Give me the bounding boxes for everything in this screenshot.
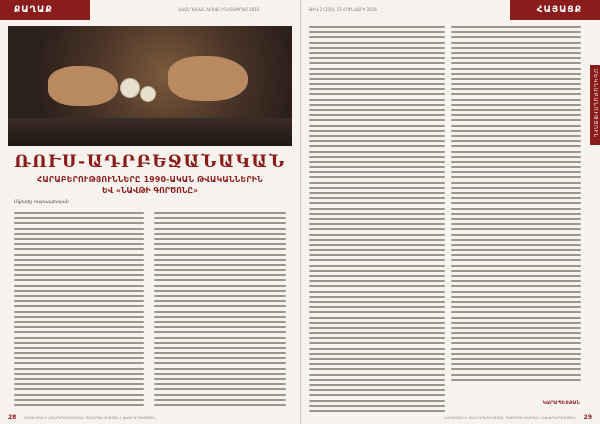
text-line bbox=[451, 93, 581, 95]
text-line bbox=[451, 223, 581, 225]
text-line bbox=[309, 296, 445, 298]
text-line bbox=[309, 348, 445, 350]
text-line bbox=[451, 31, 581, 33]
photo-ball bbox=[140, 86, 156, 102]
text-line bbox=[451, 374, 581, 376]
text-line bbox=[451, 130, 581, 132]
text-line bbox=[309, 239, 445, 241]
text-line bbox=[309, 52, 445, 54]
text-line bbox=[309, 327, 445, 329]
text-line bbox=[309, 405, 445, 407]
text-line bbox=[154, 311, 286, 313]
text-line bbox=[309, 322, 445, 324]
text-line bbox=[451, 208, 581, 210]
text-line bbox=[309, 270, 445, 272]
text-line bbox=[154, 233, 286, 235]
text-line bbox=[309, 125, 445, 127]
text-line bbox=[14, 285, 144, 287]
text-line bbox=[451, 337, 581, 339]
text-line bbox=[309, 400, 445, 402]
text-line bbox=[154, 399, 286, 401]
text-line bbox=[14, 233, 144, 235]
text-line bbox=[309, 192, 445, 194]
text-line bbox=[451, 280, 581, 282]
text-line bbox=[309, 358, 445, 360]
text-line bbox=[309, 156, 445, 158]
text-line bbox=[14, 394, 144, 396]
text-line bbox=[451, 239, 581, 241]
text-line bbox=[451, 135, 581, 137]
text-line bbox=[309, 280, 445, 282]
text-line bbox=[309, 83, 445, 85]
text-line bbox=[451, 348, 581, 350]
text-line bbox=[14, 269, 144, 271]
text-line bbox=[451, 311, 581, 313]
text-line bbox=[309, 384, 445, 386]
text-line bbox=[309, 234, 445, 236]
text-line bbox=[309, 93, 445, 95]
text-line bbox=[154, 347, 286, 349]
text-line bbox=[309, 410, 445, 412]
text-line bbox=[451, 62, 581, 64]
article-photo bbox=[8, 26, 292, 146]
photo-table bbox=[8, 118, 292, 146]
page-number-right: 29 bbox=[583, 414, 592, 421]
text-line bbox=[309, 394, 445, 396]
text-line bbox=[154, 404, 286, 406]
text-line bbox=[451, 218, 581, 220]
text-line bbox=[14, 217, 144, 219]
text-line bbox=[309, 68, 445, 70]
text-line bbox=[451, 291, 581, 293]
text-line bbox=[154, 248, 286, 250]
text-line bbox=[154, 217, 286, 219]
text-line bbox=[309, 213, 445, 215]
text-line bbox=[309, 26, 445, 28]
text-line bbox=[451, 254, 581, 256]
text-line bbox=[309, 99, 445, 101]
text-line bbox=[451, 104, 581, 106]
text-line bbox=[451, 270, 581, 272]
text-line bbox=[14, 295, 144, 297]
text-column-1 bbox=[14, 212, 144, 409]
photo-ball bbox=[120, 78, 140, 98]
text-line bbox=[14, 368, 144, 370]
text-line bbox=[451, 202, 581, 204]
text-line bbox=[451, 99, 581, 101]
text-line bbox=[451, 36, 581, 38]
text-line bbox=[451, 151, 581, 153]
text-column-4 bbox=[451, 26, 581, 384]
text-line bbox=[154, 316, 286, 318]
text-line bbox=[154, 290, 286, 292]
text-line bbox=[451, 192, 581, 194]
text-line bbox=[154, 383, 286, 385]
text-line bbox=[14, 248, 144, 250]
text-line bbox=[451, 259, 581, 261]
side-tab-label: ՄԵԿՆԱԲԱՆՈՒԹՅՈՒՆ bbox=[592, 69, 598, 139]
text-line bbox=[309, 114, 445, 116]
text-line bbox=[14, 254, 144, 256]
text-line bbox=[154, 228, 286, 230]
text-line bbox=[309, 88, 445, 90]
article-subhead-1: ՀԱՐԱԲԵՐՈՒԹՅՈՒՆՆԵՐԸ 1990-ԱԿԱՆ ԹՎԱԿԱՆՆԵՐԻՆ bbox=[37, 175, 263, 184]
text-line bbox=[309, 317, 445, 319]
text-line bbox=[14, 243, 144, 245]
text-line bbox=[14, 222, 144, 224]
text-line bbox=[309, 151, 445, 153]
text-line bbox=[451, 363, 581, 365]
text-line bbox=[154, 352, 286, 354]
right-page bbox=[300, 0, 600, 424]
text-line bbox=[451, 322, 581, 324]
side-tab bbox=[590, 65, 600, 145]
text-line bbox=[14, 362, 144, 364]
section-tab-left bbox=[0, 0, 90, 20]
text-line bbox=[309, 171, 445, 173]
text-line bbox=[154, 321, 286, 323]
text-line bbox=[451, 285, 581, 287]
text-line bbox=[14, 264, 144, 266]
text-line bbox=[14, 274, 144, 276]
section-tab-right bbox=[510, 0, 600, 20]
text-line bbox=[154, 362, 286, 364]
text-line bbox=[309, 291, 445, 293]
text-line bbox=[309, 42, 445, 44]
text-line bbox=[451, 73, 581, 75]
text-line bbox=[154, 285, 286, 287]
text-line bbox=[309, 176, 445, 178]
text-line bbox=[154, 279, 286, 281]
text-line bbox=[14, 337, 144, 339]
issue-line-left: ԱՎԱՆԴԱԿԱՆ ԽՈՍՔ, ԻՆՍՏԱԳՐԱՄ 2016 bbox=[178, 7, 260, 12]
text-line bbox=[14, 326, 144, 328]
text-line bbox=[309, 208, 445, 210]
text-line bbox=[451, 234, 581, 236]
text-line bbox=[451, 317, 581, 319]
text-line bbox=[309, 140, 445, 142]
text-line bbox=[154, 337, 286, 339]
text-line bbox=[309, 254, 445, 256]
text-line bbox=[309, 182, 445, 184]
text-line bbox=[154, 269, 286, 271]
text-line bbox=[309, 218, 445, 220]
text-line bbox=[309, 311, 445, 313]
text-line bbox=[154, 326, 286, 328]
footer-right: ՀԱՅԱՍՏԱՆԻ ՀԱՆՐԱՊԵՏՈՒԹՅԱՆ ՊԱՇՏՊԱՆՈՒԹՅԱՆ ՆԱԽԱՐԱՐՈՒԹՅՈՒՆ bbox=[444, 416, 576, 420]
text-line bbox=[14, 388, 144, 390]
text-line bbox=[309, 57, 445, 59]
text-line bbox=[451, 265, 581, 267]
text-line bbox=[309, 31, 445, 33]
text-line bbox=[309, 353, 445, 355]
text-line bbox=[309, 36, 445, 38]
text-line bbox=[309, 47, 445, 49]
text-line bbox=[14, 311, 144, 313]
text-line bbox=[14, 373, 144, 375]
text-line bbox=[451, 332, 581, 334]
text-line bbox=[14, 331, 144, 333]
text-line bbox=[309, 301, 445, 303]
text-line bbox=[309, 109, 445, 111]
text-line bbox=[309, 285, 445, 287]
text-line bbox=[451, 368, 581, 370]
text-line bbox=[451, 26, 581, 28]
text-line bbox=[309, 73, 445, 75]
footer-left: ՀԱՅԱՍՏԱՆԻ ՀԱՆՐԱՊԵՏՈՒԹՅԱՆ ՊԱՇՏՊԱՆՈՒԹՅԱՆ ՆԱԽԱՐԱՐՈՒԹՅՈՒՆ bbox=[24, 416, 156, 420]
section-tab-right-label: ՀԱՅԱՑՔ bbox=[536, 5, 582, 15]
text-line bbox=[451, 114, 581, 116]
article-subhead-2: ԵՎ «ՆԱՎԹԻ ԳՈՐԾՈՆԸ» bbox=[101, 186, 199, 195]
text-line bbox=[451, 244, 581, 246]
text-line bbox=[309, 368, 445, 370]
text-line bbox=[154, 378, 286, 380]
text-line bbox=[309, 363, 445, 365]
text-line bbox=[309, 389, 445, 391]
text-line bbox=[154, 388, 286, 390]
text-line bbox=[451, 166, 581, 168]
photo-hand-left bbox=[48, 66, 118, 106]
text-line bbox=[154, 342, 286, 344]
text-line bbox=[451, 161, 581, 163]
text-line bbox=[14, 357, 144, 359]
text-line bbox=[451, 301, 581, 303]
text-line bbox=[309, 265, 445, 267]
text-line bbox=[451, 187, 581, 189]
text-line bbox=[309, 332, 445, 334]
text-line bbox=[451, 83, 581, 85]
text-line bbox=[309, 379, 445, 381]
article-byline: Մկրտիչ Կարապետյան bbox=[14, 200, 69, 205]
text-line bbox=[309, 342, 445, 344]
text-line bbox=[309, 306, 445, 308]
text-line bbox=[451, 353, 581, 355]
text-line bbox=[451, 68, 581, 70]
text-line bbox=[14, 228, 144, 230]
text-line bbox=[309, 228, 445, 230]
text-line bbox=[154, 238, 286, 240]
text-line bbox=[154, 373, 286, 375]
text-line bbox=[451, 171, 581, 173]
text-line bbox=[451, 140, 581, 142]
text-line bbox=[14, 404, 144, 406]
text-column-3 bbox=[309, 26, 445, 415]
text-line bbox=[14, 378, 144, 380]
text-line bbox=[14, 347, 144, 349]
text-line bbox=[14, 352, 144, 354]
text-line bbox=[154, 243, 286, 245]
text-line bbox=[451, 275, 581, 277]
section-tab-left-label: ՔԱՂԱՔ bbox=[14, 5, 53, 15]
text-line bbox=[154, 259, 286, 261]
text-line bbox=[309, 337, 445, 339]
text-line bbox=[154, 295, 286, 297]
text-line bbox=[309, 249, 445, 251]
text-line bbox=[154, 300, 286, 302]
text-line bbox=[451, 197, 581, 199]
text-line bbox=[154, 222, 286, 224]
author-signature: ԿԱՐԱՊԵՏՅԱՆ bbox=[542, 401, 580, 406]
text-line bbox=[451, 109, 581, 111]
text-line bbox=[154, 394, 286, 396]
text-line bbox=[14, 399, 144, 401]
text-line bbox=[154, 305, 286, 307]
text-line bbox=[14, 212, 144, 214]
text-line bbox=[309, 223, 445, 225]
text-line bbox=[451, 327, 581, 329]
text-line bbox=[154, 368, 286, 370]
text-line bbox=[451, 296, 581, 298]
text-line bbox=[451, 156, 581, 158]
text-line bbox=[309, 135, 445, 137]
text-line bbox=[451, 88, 581, 90]
text-line bbox=[309, 161, 445, 163]
text-line bbox=[14, 290, 144, 292]
text-line bbox=[309, 259, 445, 261]
text-line bbox=[309, 202, 445, 204]
text-line bbox=[14, 342, 144, 344]
text-column-2 bbox=[154, 212, 286, 409]
text-line bbox=[451, 358, 581, 360]
text-line bbox=[451, 176, 581, 178]
text-line bbox=[309, 374, 445, 376]
text-line bbox=[451, 47, 581, 49]
text-line bbox=[309, 130, 445, 132]
text-line bbox=[309, 244, 445, 246]
text-line bbox=[451, 52, 581, 54]
text-line bbox=[451, 119, 581, 121]
text-line bbox=[14, 321, 144, 323]
issue-line-right: ԹԻՎ 2 (150), 15 ՀՈՒՆՎԱՐԻ 2016 bbox=[309, 7, 377, 12]
text-line bbox=[14, 316, 144, 318]
photo-hand-right bbox=[168, 56, 248, 101]
text-line bbox=[14, 305, 144, 307]
text-line bbox=[309, 187, 445, 189]
text-line bbox=[14, 259, 144, 261]
text-line bbox=[451, 228, 581, 230]
text-line bbox=[154, 357, 286, 359]
text-line bbox=[154, 254, 286, 256]
text-line bbox=[309, 104, 445, 106]
text-line bbox=[451, 125, 581, 127]
text-line bbox=[154, 264, 286, 266]
text-line bbox=[154, 212, 286, 214]
text-line bbox=[309, 119, 445, 121]
article-headline: ՌՈՒՍ-ԱԴՐԲԵՋԱՆԱԿԱՆ bbox=[14, 152, 286, 172]
text-line bbox=[451, 145, 581, 147]
page-number-left: 28 bbox=[8, 414, 17, 421]
text-line bbox=[14, 238, 144, 240]
text-line bbox=[451, 379, 581, 381]
text-line bbox=[14, 279, 144, 281]
text-line bbox=[154, 331, 286, 333]
text-line bbox=[451, 306, 581, 308]
text-line bbox=[14, 300, 144, 302]
text-line bbox=[451, 42, 581, 44]
text-line bbox=[451, 249, 581, 251]
text-line bbox=[309, 166, 445, 168]
text-line bbox=[451, 78, 581, 80]
text-line bbox=[451, 342, 581, 344]
text-line bbox=[309, 145, 445, 147]
text-line bbox=[14, 383, 144, 385]
text-line bbox=[154, 274, 286, 276]
text-line bbox=[451, 57, 581, 59]
text-line bbox=[309, 62, 445, 64]
text-line bbox=[309, 78, 445, 80]
text-line bbox=[309, 275, 445, 277]
text-line bbox=[309, 197, 445, 199]
text-line bbox=[451, 213, 581, 215]
text-line bbox=[451, 182, 581, 184]
